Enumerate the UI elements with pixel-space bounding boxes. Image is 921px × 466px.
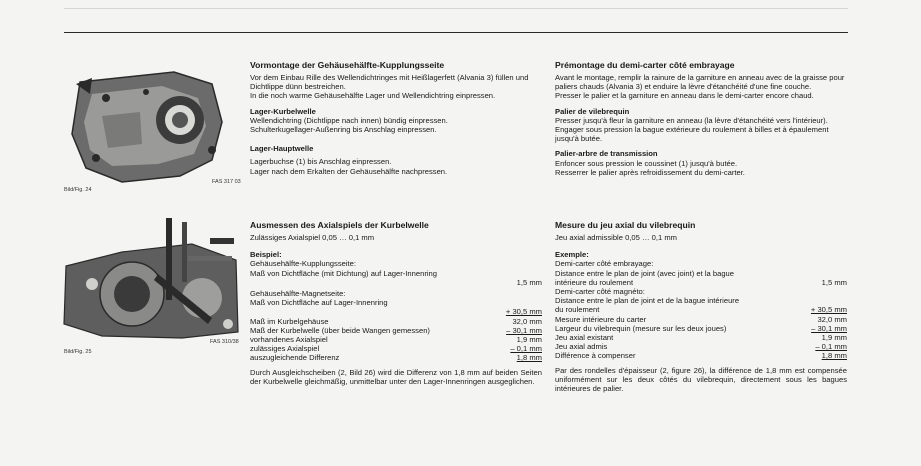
- fr-section-preassembly: [555, 60, 847, 177]
- de-value-row: [250, 344, 542, 353]
- de-section-title: Ausmessen des Axialspiels der Kurbelwelle: [250, 220, 429, 230]
- value-1: 1,5 mm: [821, 277, 847, 287]
- de-value-row: [250, 317, 542, 326]
- fr-value-row: [555, 269, 847, 287]
- de-measure-label: Gehäusehälfte-Kupplungsseite:: [250, 259, 356, 269]
- de-paragraph: Zulässiges Axialspiel 0,05 … 0,1 mm: [250, 233, 375, 242]
- fr-paragraph: Resserrer le palier après refroidissement du demi-carter.: [555, 167, 745, 177]
- value-6: – 0,1 mm: [510, 344, 542, 354]
- value-5: 1,9 mm: [516, 335, 542, 345]
- value-6: – 0,1 mm: [815, 342, 847, 352]
- value-2: + 30,5 mm: [810, 305, 847, 315]
- de-value-row: [250, 353, 542, 362]
- de-measure-label: zulässiges Axialspiel: [250, 344, 320, 354]
- value-3: 32,0 mm: [817, 314, 847, 324]
- top-faint-rule: [64, 8, 848, 9]
- fr-measure-label: Mesure intérieure du carter: [555, 314, 647, 324]
- de-measure-label: Maß von Dichtfläche (mit Dichtung) auf Lager-Innenring: [250, 268, 437, 278]
- de-paragraph: Lagerbuchse (1) bis Anschlag einpressen.: [250, 157, 392, 167]
- de-measure-label: Maß im Kurbelgehäuse: [250, 316, 329, 326]
- de-paragraph: Wellendichtring (Dichtlippe nach innen) bündig einpressen.: [250, 115, 448, 125]
- fr-value-row: [555, 342, 847, 351]
- de-value-row: [250, 335, 542, 344]
- fr-subheading: Exemple:: [555, 250, 589, 260]
- figure-25-code: FAS 310/38: [210, 339, 239, 345]
- de-value-row: [250, 278, 542, 287]
- de-paragraph: Vor dem Einbau Rille des Wellendichtringes mit Heißlagerfett (Alvania 3) füllen und Dichtlippe dünn bestreichen.: [250, 73, 529, 92]
- de-value-row: [250, 307, 542, 316]
- de-measure-label: auszugleichende Differenz: [250, 353, 340, 363]
- fr-paragraph: Enfoncer sous pression le coussinet (1) jusqu'à butée.: [555, 158, 738, 168]
- de-paragraph: Schulterkugellager-Außenring bis Anschlag einpressen.: [250, 125, 437, 135]
- fr-value-row: [555, 351, 847, 360]
- value-7: 1,8 mm: [516, 353, 542, 363]
- de-subheading: Lager-Kurbelwelle: [250, 106, 316, 116]
- fr-section-title: Prémontage du demi-carter côté embrayage: [555, 60, 735, 70]
- de-paragraph: Durch Ausgleichscheiben (2, Bild 26) wird die Differenz von 1,8 mm auf beiden Seiten der Kurbelwelle gleichmäßig, unmittelbar unter den Lager-Innenringen ausgeglichen.: [250, 367, 542, 386]
- fr-measure-label: Distance entre le plan de joint (avec joint) et la bague intérieure du roulement: [555, 268, 734, 287]
- de-paragraph: In die noch warme Gehäusehälfte Lager und Wellendichtring einpressen.: [250, 91, 496, 101]
- fr-subheading: Palier-arbre de transmission: [555, 149, 658, 159]
- de-measure-label: Maß von Dichtfläche auf Lager-Innenring: [250, 298, 388, 308]
- fr-paragraph: Presser jusqu'à fleur la garniture en anneau (la lèvre d'étanchéité vers l'intérieur).: [555, 115, 828, 125]
- de-measure-label: Maß der Kurbelwelle (über beide Wangen gemessen): [250, 325, 430, 335]
- value-1: 1,5 mm: [516, 277, 542, 287]
- de-measure-label: Gehäusehälfte-Magnetseite:: [250, 289, 346, 299]
- value-3: 32,0 mm: [512, 316, 542, 326]
- figure-25-label: Bild/Fig. 25: [64, 349, 92, 355]
- fr-value-row: [555, 324, 847, 333]
- value-4: – 30,1 mm: [506, 325, 542, 335]
- fr-value-row: [555, 315, 847, 324]
- fr-value-row: [555, 296, 847, 314]
- fr-subheading: Palier de vilebrequin: [555, 106, 630, 116]
- fr-paragraph: Presser le palier et la garniture en anneau dans le demi-carter encore chaud.: [555, 91, 814, 101]
- fr-measure-label: Jeu axial existant: [555, 333, 614, 343]
- de-measure-label: vorhandenes Axialspiel: [250, 335, 328, 345]
- value-7: 1,8 mm: [821, 351, 847, 361]
- fr-measure-label: Jeu axial admis: [555, 342, 608, 352]
- figure-25-crankshaft-photo: [62, 214, 240, 344]
- figure-24-label: Bild/Fig. 24: [64, 187, 92, 193]
- fr-paragraph: Engager sous pression la bague extérieure du roulement à billes et à épaulement jusqu'à butée.: [555, 125, 829, 144]
- de-section-title: Vormontage der Gehäusehälfte-Kupplungsseite: [250, 60, 445, 70]
- de-section-preassembly: [250, 60, 542, 176]
- fr-paragraph: Jeu axial admissible 0,05 … 0,1 mm: [555, 233, 677, 242]
- de-section-axial-play: [250, 220, 542, 386]
- value-4: – 30,1 mm: [811, 323, 847, 333]
- fr-measure-label: Distance entre le plan de joint et de la bague intérieure du roulement: [555, 296, 740, 315]
- de-subheading: Lager-Hauptwelle: [250, 144, 314, 154]
- figure-24-code: FAS 317 03: [212, 179, 241, 185]
- fr-paragraph: Avant le montage, remplir la rainure de la garniture en anneau avec de la graisse pour paliers chauds (Alvania 3) et enduire la lèvre d'étanchéité d'une fine couche.: [555, 73, 845, 92]
- value-5: 1,9 mm: [821, 333, 847, 343]
- fr-section-axial-play: [555, 220, 847, 393]
- value-2: + 30,5 mm: [505, 307, 542, 317]
- fr-measure-label: Largeur du vilebrequin (mesure sur les deux joues): [555, 323, 727, 333]
- fr-measure-label: Différence à compenser: [555, 351, 636, 361]
- de-paragraph: Lager nach dem Erkalten der Gehäusehälfte nachpressen.: [250, 166, 448, 176]
- fr-paragraph: Par des rondelles d'épaisseur (2, figure 26), la différence de 1,8 mm est compensée uniformément sur les deux côtés du vilebrequin, directement sous les bagues intérieures de palier.: [555, 365, 847, 394]
- fr-section-title: Mesure du jeu axial du vilebrequin: [555, 220, 696, 230]
- figure-24-crankcase-photo: [62, 64, 240, 190]
- fr-measure-label: Demi-carter côté magnéto:: [555, 287, 645, 297]
- de-value-row: [250, 326, 542, 335]
- fr-value-row: [555, 333, 847, 342]
- fr-measure-label: Demi-carter côté embrayage:: [555, 259, 654, 269]
- de-subheading: Beispiel:: [250, 250, 282, 260]
- header-rule: [64, 32, 848, 33]
